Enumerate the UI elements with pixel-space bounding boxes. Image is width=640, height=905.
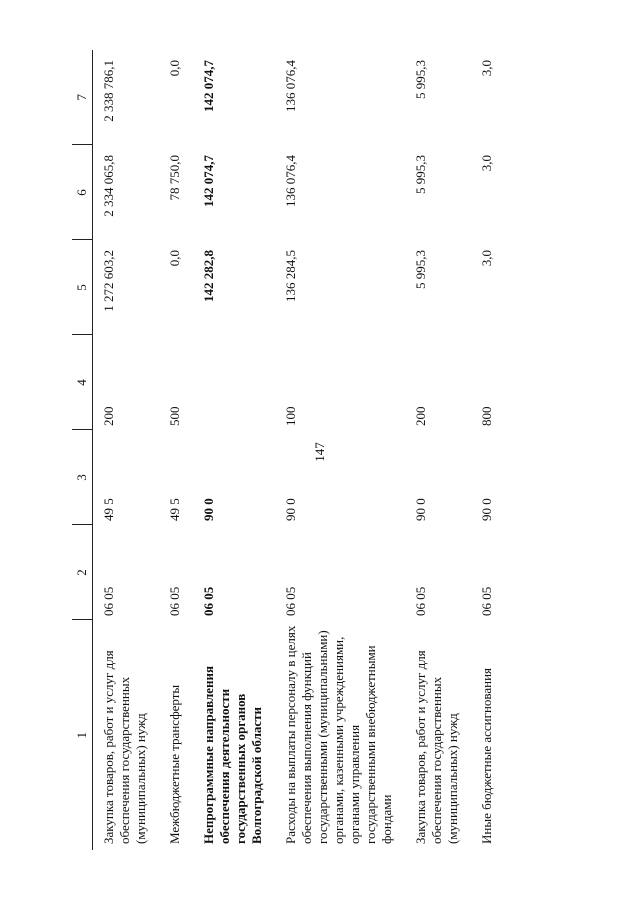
row-name-cell: Непрограммные направления обеспечения деятельности государственных органов Волгоградской области bbox=[201, 665, 264, 844]
amount-year1-cell: 136 284,5 bbox=[283, 250, 298, 302]
section-code-cell: 06 05 bbox=[201, 586, 216, 616]
amount-year3-cell: 3,0 bbox=[479, 60, 494, 77]
row-name-cell: Межбюджетные трансферты bbox=[167, 684, 182, 844]
amount-year3-cell: 2 338 786,1 bbox=[101, 60, 116, 122]
row-name-cell: Закупка товаров, работ и услуг для обеспечения государственных (муниципальных) нужд bbox=[413, 650, 460, 844]
target-article-cell: 49 5 bbox=[167, 498, 182, 521]
amount-year3-cell: 5 995,3 bbox=[413, 60, 428, 99]
amount-year1-cell: 1 272 603,2 bbox=[101, 250, 116, 312]
section-code-cell: 06 05 bbox=[101, 586, 116, 616]
column-header: 3 bbox=[72, 430, 93, 525]
row-name-cell: Иные бюджетные ассигнования bbox=[479, 667, 494, 844]
amount-year3-cell: 0,0 bbox=[167, 60, 182, 77]
column-header: 4 bbox=[72, 335, 93, 430]
amount-year3-cell: 142 074,7 bbox=[201, 60, 216, 112]
expense-type-cell: 100 bbox=[283, 406, 298, 426]
amount-year2-cell: 136 076,4 bbox=[283, 155, 298, 207]
section-code-cell: 06 05 bbox=[167, 586, 182, 616]
target-article-cell: 90 0 bbox=[283, 498, 298, 521]
amount-year1-cell: 0,0 bbox=[167, 250, 182, 267]
page-number: 147 bbox=[312, 442, 327, 462]
table-row bbox=[93, 50, 160, 850]
amount-year2-cell: 2 334 065,8 bbox=[101, 155, 116, 217]
expense-type-cell bbox=[193, 335, 275, 430]
column-header: 6 bbox=[72, 145, 93, 240]
amount-year3-cell: 136 076,4 bbox=[283, 60, 298, 112]
target-article-cell: 49 5 bbox=[101, 498, 116, 521]
target-article-cell: 90 0 bbox=[479, 498, 494, 521]
expense-type-cell: 500 bbox=[167, 406, 182, 426]
table-body bbox=[93, 50, 506, 850]
target-article-cell: 90 0 bbox=[201, 498, 216, 521]
section-code-cell: 06 05 bbox=[283, 586, 298, 616]
amount-year2-cell: 142 074,7 bbox=[201, 155, 216, 207]
table-row bbox=[471, 50, 505, 850]
section-code-cell: 06 05 bbox=[413, 586, 428, 616]
table-row bbox=[405, 50, 471, 850]
row-name-cell: Закупка товаров, работ и услуг для обеспечения государственных (муниципальных) нужд bbox=[101, 650, 148, 844]
expense-type-cell: 200 bbox=[413, 406, 428, 426]
table-row bbox=[193, 50, 275, 850]
table-row bbox=[275, 50, 405, 850]
amount-year2-cell: 78 750,0 bbox=[167, 155, 182, 201]
rotated-table-container bbox=[72, 50, 562, 850]
row-name-cell: Расходы на выплаты персоналу в целях обеспечения выполнения функций государственными (муниципальными) органами, казенными учреждениями, органами управления государственными внебюджетными фондами bbox=[283, 625, 394, 844]
amount-year2-cell: 3,0 bbox=[479, 155, 494, 172]
column-header: 2 bbox=[72, 525, 93, 620]
expense-type-cell: 200 bbox=[101, 406, 116, 426]
column-header: 1 bbox=[72, 620, 93, 850]
amount-year1-cell: 5 995,3 bbox=[413, 250, 428, 289]
table-row bbox=[159, 50, 193, 850]
expense-type-cell: 800 bbox=[479, 406, 494, 426]
amount-year1-cell: 142 282,8 bbox=[201, 250, 216, 302]
column-header: 7 bbox=[72, 50, 93, 145]
column-header: 5 bbox=[72, 240, 93, 335]
amount-year2-cell: 5 995,3 bbox=[413, 155, 428, 194]
header-row bbox=[72, 50, 93, 850]
target-article-cell: 90 0 bbox=[413, 498, 428, 521]
budget-table bbox=[72, 50, 505, 850]
section-code-cell: 06 05 bbox=[479, 586, 494, 616]
amount-year1-cell: 3,0 bbox=[479, 250, 494, 267]
